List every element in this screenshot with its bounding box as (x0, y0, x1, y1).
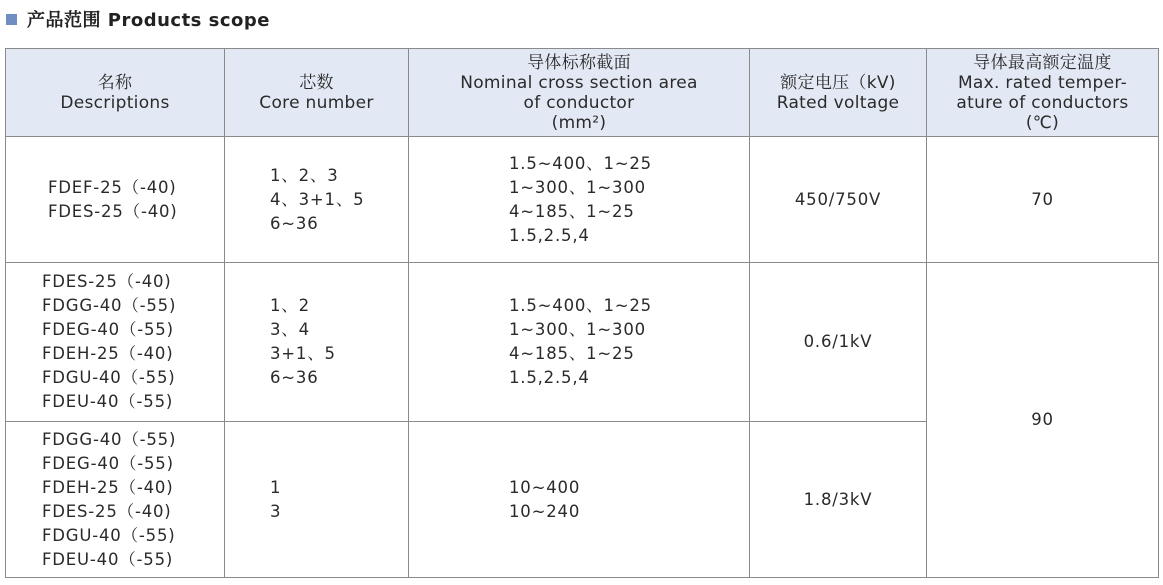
cell-line: FDEG-40（-55) (42, 453, 174, 473)
cell-line: 4~185、1~25 (509, 344, 635, 363)
cell-descriptions (6, 263, 225, 422)
header-line: ature of conductors (956, 92, 1129, 113)
cell-max-temperature: 90 (927, 263, 1159, 578)
cell-core-number (225, 422, 409, 578)
header-max-temperature (927, 49, 1159, 137)
cell-line: 10~400 (509, 477, 581, 497)
cell-line: 3+1、5 (270, 344, 336, 363)
square-bullet-icon (6, 14, 17, 25)
cell-line: FDES-25（-40) (42, 501, 172, 521)
header-line: Core number (259, 92, 374, 113)
cell-line: FDEU-40（-55) (42, 549, 174, 569)
cell-line: 4~185、1~25 (509, 201, 635, 221)
cell-line: 1.5,2.5,4 (509, 368, 590, 387)
header-line: (℃) (1025, 112, 1060, 133)
cell-line: 1、2 (270, 296, 310, 315)
cell-line: FDGU-40（-55) (42, 368, 176, 387)
cell-line: 1.5~400、1~25 (509, 296, 652, 315)
header-line: Max. rated temper- (957, 72, 1128, 93)
cell-line: FDEG-40（-55) (42, 320, 174, 339)
header-line: 名称 (97, 72, 133, 93)
cell-descriptions (6, 137, 225, 263)
cell-max-temperature: 70 (927, 137, 1159, 263)
cell-line: 1.5,2.5,4 (509, 225, 590, 245)
header-cross-section (409, 49, 750, 137)
cell-cross-section (409, 422, 750, 578)
products-scope-table (5, 48, 1159, 578)
cell-cross-section (409, 137, 750, 263)
cell-line: FDEH-25（-40) (42, 477, 174, 497)
cell-line: 3、4 (270, 320, 310, 339)
cell-rated-voltage: 0.6/1kV (750, 263, 927, 422)
header-line: 芯数 (299, 72, 334, 93)
cell-line: FDES-25（-40) (42, 272, 172, 291)
cell-line: FDEH-25（-40) (42, 344, 174, 363)
table-row (6, 137, 1159, 263)
cell-line: 1~300、1~300 (509, 177, 646, 197)
cell-line: FDES-25（-40) (48, 201, 178, 221)
cell-line: 4、3+1、5 (270, 189, 365, 209)
header-line: Descriptions (60, 92, 170, 113)
cell-core-number (225, 137, 409, 263)
cell-line: 1~300、1~300 (509, 320, 646, 339)
section-title: 产品范围 Products scope (27, 10, 270, 31)
header-line: 额定电压（kV) (780, 72, 896, 93)
cell-line: 6~36 (270, 213, 319, 233)
header-rated-voltage (750, 49, 927, 137)
cell-rated-voltage: 450/750V (750, 137, 927, 263)
header-core-number (225, 49, 409, 137)
table-header-row (6, 49, 1159, 137)
cell-line: FDEU-40（-55) (42, 392, 174, 411)
cell-core-number (225, 263, 409, 422)
header-line: of conductor (523, 92, 635, 113)
header-descriptions (6, 49, 225, 137)
header-line: Rated voltage (776, 92, 900, 113)
cell-line: FDGU-40（-55) (42, 525, 176, 545)
header-line: 导体最高额定温度 (973, 52, 1112, 73)
cell-rated-voltage: 1.8/3kV (750, 422, 927, 578)
cell-line: 1.5~400、1~25 (509, 153, 652, 173)
cell-line: 10~240 (509, 501, 581, 521)
header-line: (mm²) (551, 112, 607, 133)
table-row (6, 263, 1159, 422)
cell-descriptions (6, 422, 225, 578)
cell-line: FDGG-40（-55) (42, 296, 177, 315)
cell-cross-section (409, 263, 750, 422)
cell-line: 6~36 (270, 368, 319, 387)
cell-line: FDGG-40（-55) (42, 429, 177, 449)
cell-line: 3 (270, 501, 282, 521)
section-heading (6, 6, 270, 32)
header-line: 导体标称截面 (527, 52, 631, 73)
cell-line: FDEF-25（-40) (48, 177, 177, 197)
cell-line: 1 (270, 477, 282, 497)
cell-line: 1、2、3 (270, 165, 339, 185)
header-line: Nominal cross section area (460, 72, 698, 93)
